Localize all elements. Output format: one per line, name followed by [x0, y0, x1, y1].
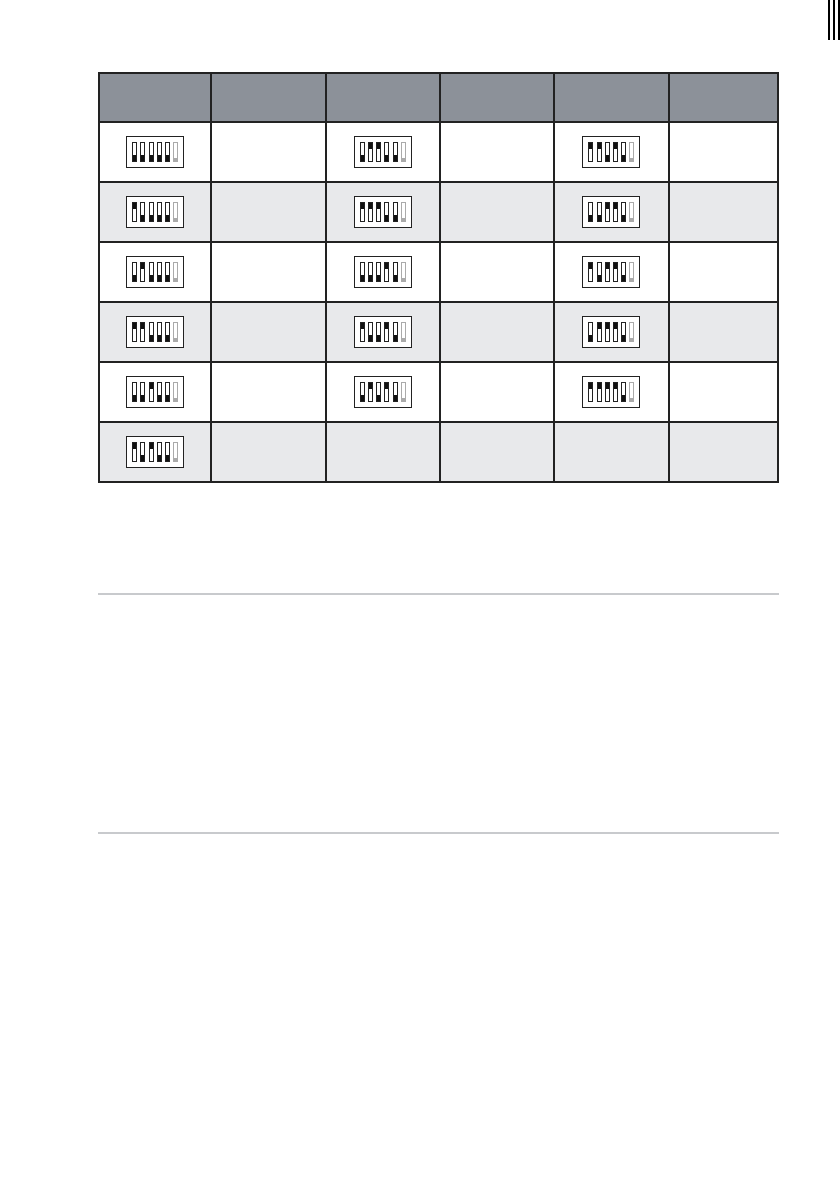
dip-switch-icon	[354, 196, 412, 228]
table-row	[99, 182, 778, 242]
dip-knob	[622, 215, 625, 221]
dip-knob	[166, 455, 169, 461]
dip-knob	[598, 275, 601, 281]
dip-cell	[326, 422, 440, 482]
dip-knob	[614, 263, 617, 269]
dip-slot	[368, 262, 373, 282]
dip-knob	[174, 278, 177, 281]
dip-switch-icon	[354, 256, 412, 288]
dip-knob	[630, 278, 633, 281]
dip-slot	[588, 142, 593, 162]
dip-knob	[133, 203, 136, 209]
dip-slot	[393, 322, 398, 342]
dip-slot	[165, 322, 170, 342]
dip-knob	[402, 158, 405, 161]
dip-slot	[621, 382, 626, 402]
dip-knob	[614, 383, 617, 389]
dip-knob	[606, 155, 609, 161]
dip-switch-icon	[582, 196, 640, 228]
dip-cell	[554, 182, 668, 242]
dip-slot	[140, 142, 145, 162]
dip-slot	[360, 142, 365, 162]
dip-knob	[133, 443, 136, 449]
dip-slot	[597, 382, 602, 402]
dip-slot-unused	[401, 142, 406, 162]
dip-slot	[157, 202, 162, 222]
table-row	[99, 242, 778, 302]
dip-slot	[605, 142, 610, 162]
dip-knob	[394, 275, 397, 281]
dip-knob	[158, 215, 161, 221]
dip-knob	[377, 335, 380, 341]
table-row	[99, 302, 778, 362]
dip-knob	[598, 383, 601, 389]
dip-knob	[150, 275, 153, 281]
dip-slot	[597, 262, 602, 282]
dip-slot	[140, 442, 145, 462]
dip-knob	[394, 215, 397, 221]
dip-knob	[630, 338, 633, 341]
dip-knob	[174, 158, 177, 161]
dip-slot	[597, 202, 602, 222]
dip-slot-unused	[629, 142, 634, 162]
dip-slot	[132, 322, 137, 342]
table-row	[99, 122, 778, 182]
value-cell	[211, 362, 325, 422]
dip-knob	[630, 158, 633, 161]
value-cell	[211, 422, 325, 482]
dip-slot	[140, 262, 145, 282]
table-row	[99, 362, 778, 422]
dip-slot	[165, 202, 170, 222]
dip-cell	[99, 242, 211, 302]
dip-slot	[132, 142, 137, 162]
header-cell	[211, 73, 325, 122]
dip-knob	[622, 275, 625, 281]
dip-knob	[402, 338, 405, 341]
dip-knob	[141, 323, 144, 329]
dip-slot	[157, 262, 162, 282]
dip-slot	[376, 202, 381, 222]
dip-knob	[589, 263, 592, 269]
value-cell	[440, 362, 554, 422]
dip-slot	[384, 322, 389, 342]
dip-knob	[385, 323, 388, 329]
dip-slot-unused	[629, 202, 634, 222]
dip-knob	[361, 323, 364, 329]
dip-switch-icon	[582, 316, 640, 348]
dip-slot	[376, 262, 381, 282]
dip-slot	[384, 142, 389, 162]
table-row	[99, 422, 778, 482]
dip-knob	[141, 215, 144, 221]
dip-slot	[132, 382, 137, 402]
dip-slot	[140, 382, 145, 402]
dip-switch-icon	[126, 316, 184, 348]
dip-slot-unused	[173, 442, 178, 462]
dip-slot	[132, 202, 137, 222]
dip-slot	[132, 442, 137, 462]
dip-knob	[141, 155, 144, 161]
value-cell	[669, 182, 778, 242]
dip-cell	[326, 122, 440, 182]
dip-slot	[149, 142, 154, 162]
dip-switch-icon	[126, 436, 184, 468]
dip-knob	[402, 218, 405, 221]
dip-knob	[589, 335, 592, 341]
dip-switch-icon	[582, 376, 640, 408]
dip-knob	[402, 278, 405, 281]
dip-knob	[614, 323, 617, 329]
dip-knob	[377, 275, 380, 281]
dip-slot	[621, 322, 626, 342]
dip-switch-icon	[126, 376, 184, 408]
dip-slot	[368, 382, 373, 402]
dip-knob	[361, 275, 364, 281]
dip-knob	[158, 395, 161, 401]
dip-knob	[158, 455, 161, 461]
dip-switch-icon	[126, 196, 184, 228]
dip-slot	[149, 382, 154, 402]
dip-knob	[622, 155, 625, 161]
dip-slot	[376, 382, 381, 402]
dip-slot-unused	[173, 382, 178, 402]
dip-cell	[326, 302, 440, 362]
dip-knob	[630, 398, 633, 401]
dip-knob	[174, 218, 177, 221]
dip-knob	[158, 155, 161, 161]
section-divider	[98, 593, 779, 595]
dip-slot	[613, 202, 618, 222]
dip-knob	[133, 275, 136, 281]
dip-knob	[174, 458, 177, 461]
dip-knob	[377, 395, 380, 401]
dip-slot	[376, 142, 381, 162]
dip-slot	[149, 262, 154, 282]
dip-slot	[149, 322, 154, 342]
header-cell	[554, 73, 668, 122]
dip-knob	[622, 395, 625, 401]
dip-knob	[589, 383, 592, 389]
value-cell	[669, 362, 778, 422]
dip-slot	[613, 322, 618, 342]
dip-switch-icon	[126, 136, 184, 168]
dip-slot-unused	[629, 382, 634, 402]
dip-slot	[613, 382, 618, 402]
dip-slot	[605, 202, 610, 222]
dip-slot	[588, 202, 593, 222]
value-cell	[440, 302, 554, 362]
dip-slot	[165, 382, 170, 402]
dip-knob	[158, 275, 161, 281]
value-cell	[440, 122, 554, 182]
value-cell	[669, 422, 778, 482]
dip-knob	[606, 203, 609, 209]
value-cell	[211, 242, 325, 302]
dip-switch-icon	[582, 136, 640, 168]
dip-cell	[554, 242, 668, 302]
dip-knob	[141, 395, 144, 401]
dip-slot	[157, 382, 162, 402]
dip-slot	[368, 202, 373, 222]
dip-knob	[141, 455, 144, 461]
dip-slot	[157, 442, 162, 462]
dip-slot	[384, 262, 389, 282]
dip-slot	[384, 202, 389, 222]
dip-knob	[361, 395, 364, 401]
dip-knob	[369, 335, 372, 341]
dip-knob	[150, 215, 153, 221]
dip-switch-icon	[582, 256, 640, 288]
dip-slot	[132, 262, 137, 282]
dip-cell	[554, 422, 668, 482]
dip-knob	[361, 203, 364, 209]
dip-knob	[166, 335, 169, 341]
dip-knob	[141, 263, 144, 269]
dip-cell	[554, 122, 668, 182]
dip-slot	[588, 382, 593, 402]
dip-slot	[384, 382, 389, 402]
dip-slot	[360, 262, 365, 282]
dip-knob	[606, 323, 609, 329]
dip-cell	[99, 362, 211, 422]
dip-switch-settings-table	[98, 72, 779, 483]
dip-knob	[589, 143, 592, 149]
dip-slot-unused	[401, 382, 406, 402]
dip-knob	[166, 215, 169, 221]
dip-knob	[166, 275, 169, 281]
dip-slot	[605, 382, 610, 402]
dip-slot	[621, 262, 626, 282]
value-cell	[669, 302, 778, 362]
dip-cell	[99, 422, 211, 482]
dip-knob	[394, 155, 397, 161]
table-header-row	[99, 73, 778, 122]
dip-knob	[377, 203, 380, 209]
dip-slot	[149, 202, 154, 222]
dip-slot-unused	[401, 202, 406, 222]
value-cell	[669, 242, 778, 302]
dip-knob	[150, 335, 153, 341]
dip-cell	[554, 362, 668, 422]
dip-knob	[614, 143, 617, 149]
dip-slot-unused	[173, 262, 178, 282]
section-divider	[98, 832, 779, 834]
dip-knob	[606, 263, 609, 269]
dip-knob	[174, 398, 177, 401]
dip-knob	[133, 395, 136, 401]
dip-slot-unused	[173, 142, 178, 162]
dip-slot	[393, 382, 398, 402]
dip-slot	[605, 262, 610, 282]
dip-knob	[133, 323, 136, 329]
value-cell	[211, 182, 325, 242]
dip-slot-unused	[173, 202, 178, 222]
dip-switch-icon	[354, 376, 412, 408]
dip-slot	[368, 142, 373, 162]
dip-knob	[369, 143, 372, 149]
dip-knob	[589, 215, 592, 221]
dip-knob	[174, 338, 177, 341]
dip-slot	[621, 202, 626, 222]
dip-cell	[99, 122, 211, 182]
dip-knob	[166, 395, 169, 401]
header-cell	[440, 73, 554, 122]
dip-slot	[588, 262, 593, 282]
dip-slot	[393, 142, 398, 162]
dip-switch-icon	[354, 136, 412, 168]
dip-switch-icon	[354, 316, 412, 348]
dip-knob	[150, 155, 153, 161]
dip-knob	[394, 335, 397, 341]
header-cell	[669, 73, 778, 122]
value-cell	[211, 122, 325, 182]
dip-slot	[605, 322, 610, 342]
dip-slot	[597, 142, 602, 162]
dip-slot	[613, 142, 618, 162]
dip-knob	[385, 155, 388, 161]
dip-cell	[326, 242, 440, 302]
dip-cell	[554, 302, 668, 362]
dip-slot-unused	[629, 262, 634, 282]
dip-slot	[360, 382, 365, 402]
dip-slot-unused	[173, 322, 178, 342]
dip-slot	[149, 442, 154, 462]
value-cell	[440, 182, 554, 242]
dip-cell	[99, 302, 211, 362]
dip-slot	[157, 142, 162, 162]
dip-knob	[158, 335, 161, 341]
dip-knob	[598, 143, 601, 149]
dip-knob	[614, 203, 617, 209]
dip-slot-unused	[401, 262, 406, 282]
dip-knob	[150, 383, 153, 389]
dip-slot	[588, 322, 593, 342]
dip-knob	[369, 275, 372, 281]
dip-knob	[598, 215, 601, 221]
dip-slot	[393, 262, 398, 282]
dip-slot-unused	[629, 322, 634, 342]
dip-knob	[385, 215, 388, 221]
dip-knob	[133, 155, 136, 161]
dip-knob	[385, 263, 388, 269]
dip-slot	[613, 262, 618, 282]
dip-knob	[369, 383, 372, 389]
dip-cell	[99, 182, 211, 242]
page-edge-mark	[828, 0, 840, 40]
value-cell	[440, 422, 554, 482]
dip-knob	[402, 398, 405, 401]
dip-knob	[606, 383, 609, 389]
dip-slot-unused	[401, 322, 406, 342]
dip-slot	[157, 322, 162, 342]
dip-knob	[630, 218, 633, 221]
dip-knob	[385, 383, 388, 389]
dip-switch-icon	[126, 256, 184, 288]
dip-knob	[150, 443, 153, 449]
value-cell	[440, 242, 554, 302]
dip-slot	[165, 262, 170, 282]
value-cell	[211, 302, 325, 362]
value-cell	[669, 122, 778, 182]
header-cell	[99, 73, 211, 122]
dip-slot	[140, 322, 145, 342]
dip-slot	[165, 142, 170, 162]
dip-slot	[597, 322, 602, 342]
dip-slot	[360, 322, 365, 342]
dip-slot	[376, 322, 381, 342]
dip-slot	[360, 202, 365, 222]
dip-slot	[621, 142, 626, 162]
dip-slot	[393, 202, 398, 222]
dip-slot	[165, 442, 170, 462]
dip-knob	[166, 155, 169, 161]
header-cell	[326, 73, 440, 122]
dip-cell	[326, 182, 440, 242]
dip-cell	[326, 362, 440, 422]
dip-knob	[369, 203, 372, 209]
dip-knob	[394, 395, 397, 401]
dip-knob	[598, 323, 601, 329]
dip-slot	[140, 202, 145, 222]
dip-knob	[377, 143, 380, 149]
dip-knob	[361, 155, 364, 161]
dip-slot	[368, 322, 373, 342]
dip-knob	[622, 335, 625, 341]
